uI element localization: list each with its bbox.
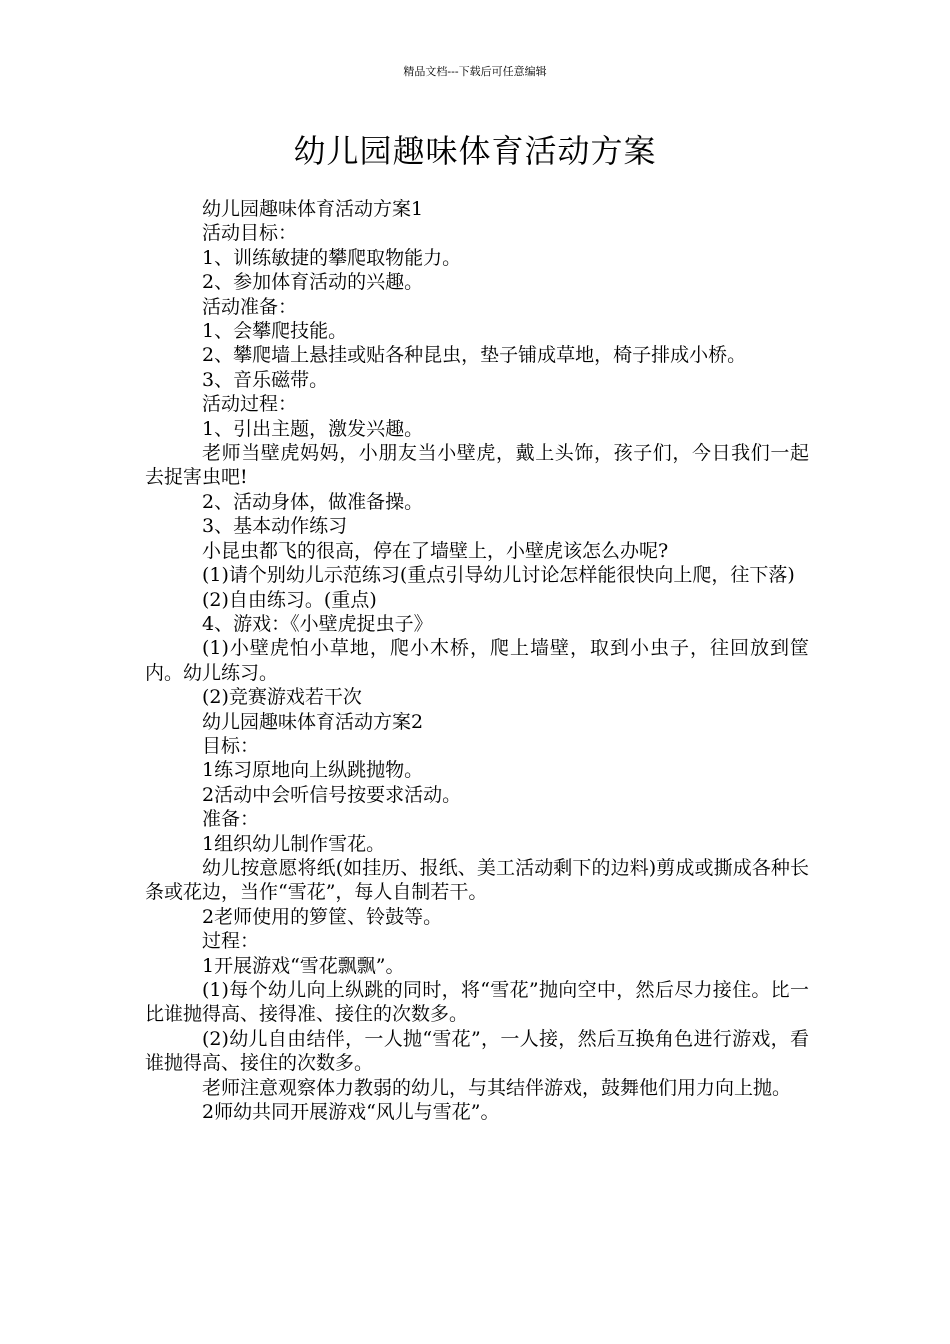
paragraph: 准备：: [202, 808, 260, 831]
page-header: 精品文档---下载后可任意编辑: [403, 65, 547, 78]
paragraph: (2)自由练习。(重点): [202, 588, 377, 611]
paragraph: (1)小壁虎怕小草地，爬小木桥，爬上墙壁，取到小虫子，往回放到筐内。幼儿练习。: [145, 637, 809, 684]
document-title: 幼儿园趣味体育活动方案: [293, 132, 657, 170]
paragraph: 活动目标：: [202, 222, 298, 245]
paragraph: 2、活动身体，做准备操。: [202, 490, 424, 513]
paragraph: (1)请个别幼儿示范练习(重点引导幼儿讨论怎样能很快向上爬，往下落): [202, 564, 795, 587]
document-body: [145, 197, 809, 1124]
paragraph: 1开展游戏“雪花飘飘”。: [202, 954, 405, 977]
paragraph: 老师注意观察体力教弱的幼儿，与其结伴游戏，鼓舞他们用力向上抛。: [202, 1076, 792, 1099]
paragraph: 1组织幼儿制作雪花。: [202, 832, 386, 855]
paragraph: 2、参加体育活动的兴趣。: [202, 271, 424, 294]
paragraph: 目标：: [202, 734, 260, 757]
paragraph: 2活动中会听信号按要求活动。: [202, 783, 462, 806]
paragraph: 幼儿按意愿将纸(如挂历、报纸、美工活动剩下的边料)剪成或撕成各种长条或花边，当作“雪花”，每人自制若干。: [145, 856, 809, 904]
paragraph: 2、攀爬墙上悬挂或贴各种昆虫，垫子铺成草地，椅子排成小桥。: [202, 344, 747, 367]
paragraph: 1、训练敏捷的攀爬取物能力。: [202, 246, 462, 269]
paragraph: 小昆虫都飞的很高，停在了墙壁上，小壁虎该怎么办呢?: [202, 539, 669, 562]
paragraph: 幼儿园趣味体育活动方案1: [202, 198, 424, 220]
paragraph: 活动准备：: [202, 295, 298, 318]
paragraph: (2)幼儿自由结伴，一人抛“雪花”，一人接，然后互换角色进行游戏，看谁抛得高、接住的次数多。: [145, 1027, 809, 1075]
paragraph: (2)竞赛游戏若干次: [202, 686, 362, 709]
paragraph: 3、音乐磁带。: [202, 368, 329, 391]
paragraph: 2师幼共同开展游戏“风儿与雪花”。: [202, 1101, 500, 1124]
paragraph: 幼儿园趣味体育活动方案2: [202, 710, 424, 733]
paragraph: 1练习原地向上纵跳抛物。: [202, 759, 424, 782]
paragraph: 活动过程：: [202, 393, 298, 416]
paragraph: 1、引出主题，激发兴趣。: [202, 417, 424, 440]
paragraph: 1、会攀爬技能。: [202, 320, 348, 343]
paragraph: 3、基本动作练习: [202, 515, 348, 538]
paragraph: 2老师使用的箩筐、铃鼓等。: [202, 905, 443, 928]
paragraph: 老师当壁虎妈妈，小朋友当小壁虎，戴上头饰，孩子们，今日我们一起去捉害虫吧!: [145, 442, 809, 489]
paragraph: 4、游戏：《小壁虎捉虫子》: [202, 612, 433, 635]
paragraph: (1)每个幼儿向上纵跳的同时，将“雪花”抛向空中，然后尽力接住。比一比谁抛得高、接得准、接住的次数多。: [145, 979, 809, 1026]
paragraph: 过程：: [202, 930, 260, 953]
